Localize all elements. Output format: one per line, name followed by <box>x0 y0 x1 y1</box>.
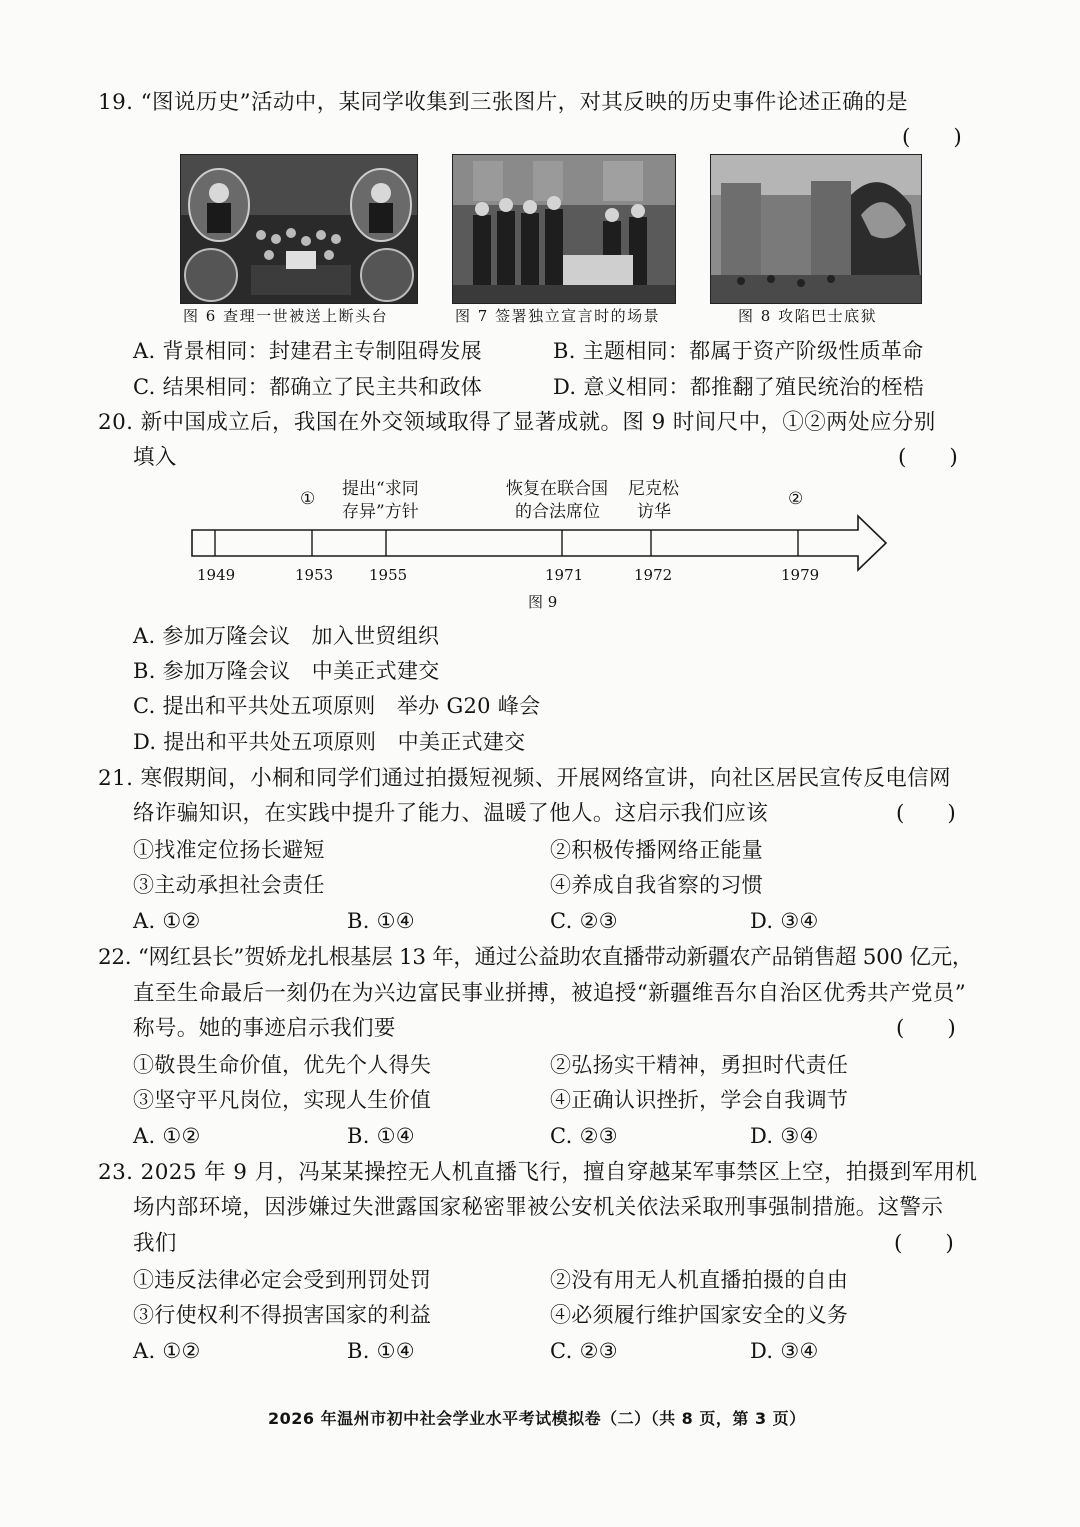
figure-6-caption: 图 6 查理一世被送上断头台 <box>183 307 389 325</box>
q20-option-b: B. 参加万隆会议 中美正式建交 <box>133 659 440 683</box>
q23-item-1: ①违反法律必定会受到刑罚处罚 <box>133 1268 432 1292</box>
q19-option-a: A. 背景相同：封建君主专制阻碍发展 <box>133 339 482 363</box>
q22-item-4: ④正确认识挫折，学会自我调节 <box>550 1088 849 1112</box>
q19-answer-paren: ( ) <box>902 125 962 150</box>
q23-choice-b: B. ①④ <box>347 1339 415 1363</box>
page-footer: 2026 年温州市初中社会学业水平考试模拟卷（二）（共 8 页，第 3 页） <box>268 1409 806 1428</box>
q23-stem-line-3: 我们 <box>133 1231 177 1256</box>
q20-stem-line-2: 填入 <box>133 445 177 470</box>
q22-stem-line-3: 称号。她的事迹启示我们要 <box>133 1016 396 1041</box>
timeline-year-1972: 1972 <box>634 566 673 584</box>
timeline-year-1979: 1979 <box>781 566 820 584</box>
q22-choice-c: C. ②③ <box>550 1124 618 1148</box>
timeline-event-un-line-2: 的合法席位 <box>515 502 600 522</box>
q19-option-c: C. 结果相同：都确立了民主共和政体 <box>133 375 483 399</box>
q23-answer-paren: ( ) <box>894 1231 954 1256</box>
q21-choice-c: C. ②③ <box>550 909 618 933</box>
q21-item-2: ②积极传播网络正能量 <box>550 838 763 862</box>
q21-item-1: ①找准定位扬长避短 <box>133 838 325 862</box>
timeline-year-1955: 1955 <box>369 566 408 584</box>
q22-choice-a: A. ①② <box>133 1124 201 1148</box>
q20-option-a: A. 参加万隆会议 加入世贸组织 <box>133 624 440 648</box>
timeline-event-qiutong-line-1: 提出“求同 <box>342 479 419 499</box>
q23-choice-d: D. ③④ <box>750 1339 819 1363</box>
q21-stem-line-2: 络诈骗知识，在实践中提升了能力、温暖了他人。这启示我们应该 <box>133 801 769 826</box>
q23-choice-c: C. ②③ <box>550 1339 618 1363</box>
timeline-year-1953: 1953 <box>295 566 334 584</box>
q22-stem-line-1: 22. “网红县长”贺娇龙扎根基层 13 年，通过公益助农直播带动新疆农产品销售超 500 亿元， <box>98 945 974 970</box>
timeline-year-1971: 1971 <box>545 566 584 584</box>
timeline-year-1949: 1949 <box>197 566 236 584</box>
timeline-event-nixon-line-2: 访华 <box>637 502 671 522</box>
timeline-event-qiutong-line-2: 存异”方针 <box>342 502 419 522</box>
q21-stem-line-1: 21. 寒假期间，小桐和同学们通过拍摄短视频、开展网络宣讲，向社区居民宣传反电信网 <box>98 766 951 791</box>
q21-choice-d: D. ③④ <box>750 909 819 933</box>
q22-answer-paren: ( ) <box>896 1016 956 1041</box>
timeline-marker-1: ① <box>300 489 316 509</box>
q21-item-3: ③主动承担社会责任 <box>133 873 325 897</box>
q20-answer-paren: ( ) <box>898 445 958 470</box>
q19-option-d: D. 意义相同：都推翻了殖民统治的桎梏 <box>553 375 925 399</box>
q22-item-2: ②弘扬实干精神，勇担时代责任 <box>550 1053 849 1077</box>
q22-choice-d: D. ③④ <box>750 1124 819 1148</box>
q20-option-d: D. 提出和平共处五项原则 中美正式建交 <box>133 730 526 754</box>
timeline-event-nixon-line-1: 尼克松 <box>628 479 679 499</box>
figure-7-caption: 图 7 签署独立宣言时的场景 <box>455 307 661 325</box>
q23-stem-line-1: 23. 2025 年 9 月，冯某某操控无人机直播飞行，擅自穿越某军事禁区上空，拍摄到军用机 <box>98 1160 978 1185</box>
q22-item-3: ③坚守平凡岗位，实现人生价值 <box>133 1088 432 1112</box>
timeline-event-un-line-1: 恢复在联合国 <box>506 479 608 499</box>
figure-8-caption: 图 8 攻陷巴士底狱 <box>738 307 878 325</box>
timeline-marker-2: ② <box>788 489 804 509</box>
q21-answer-paren: ( ) <box>896 801 956 826</box>
timeline-bar <box>0 0 1080 600</box>
q21-item-4: ④养成自我省察的习惯 <box>550 873 763 897</box>
q20-option-c: C. 提出和平共处五项原则 举办 G20 峰会 <box>133 694 541 718</box>
q21-choice-a: A. ①② <box>133 909 201 933</box>
q23-stem-line-2: 场内部环境，因涉嫌过失泄露国家秘密罪被公安机关依法采取刑事强制措施。这警示 <box>133 1195 944 1220</box>
q22-stem-line-2: 直至生命最后一刻仍在为兴边富民事业拼搏，被追授“新疆维吾尔自治区优秀共产党员” <box>133 981 967 1006</box>
q21-choice-b: B. ①④ <box>347 909 415 933</box>
q19-option-b: B. 主题相同：都属于资产阶级性质革命 <box>553 339 924 363</box>
q19-stem: 19. “图说历史”活动中，某同学收集到三张图片，对其反映的历史事件论述正确的是 <box>98 90 909 115</box>
q22-choice-b: B. ①④ <box>347 1124 415 1148</box>
figure-9-caption: 图 9 <box>528 593 558 611</box>
q23-choice-a: A. ①② <box>133 1339 201 1363</box>
q22-item-1: ①敬畏生命价值，优先个人得失 <box>133 1053 432 1077</box>
q23-item-3: ③行使权利不得损害国家的利益 <box>133 1303 432 1327</box>
q23-item-2: ②没有用无人机直播拍摄的自由 <box>550 1268 849 1292</box>
q23-item-4: ④必须履行维护国家安全的义务 <box>550 1303 849 1327</box>
q20-stem-line-1: 20. 新中国成立后，我国在外交领域取得了显著成就。图 9 时间尺中，①②两处应分别 <box>98 410 936 435</box>
